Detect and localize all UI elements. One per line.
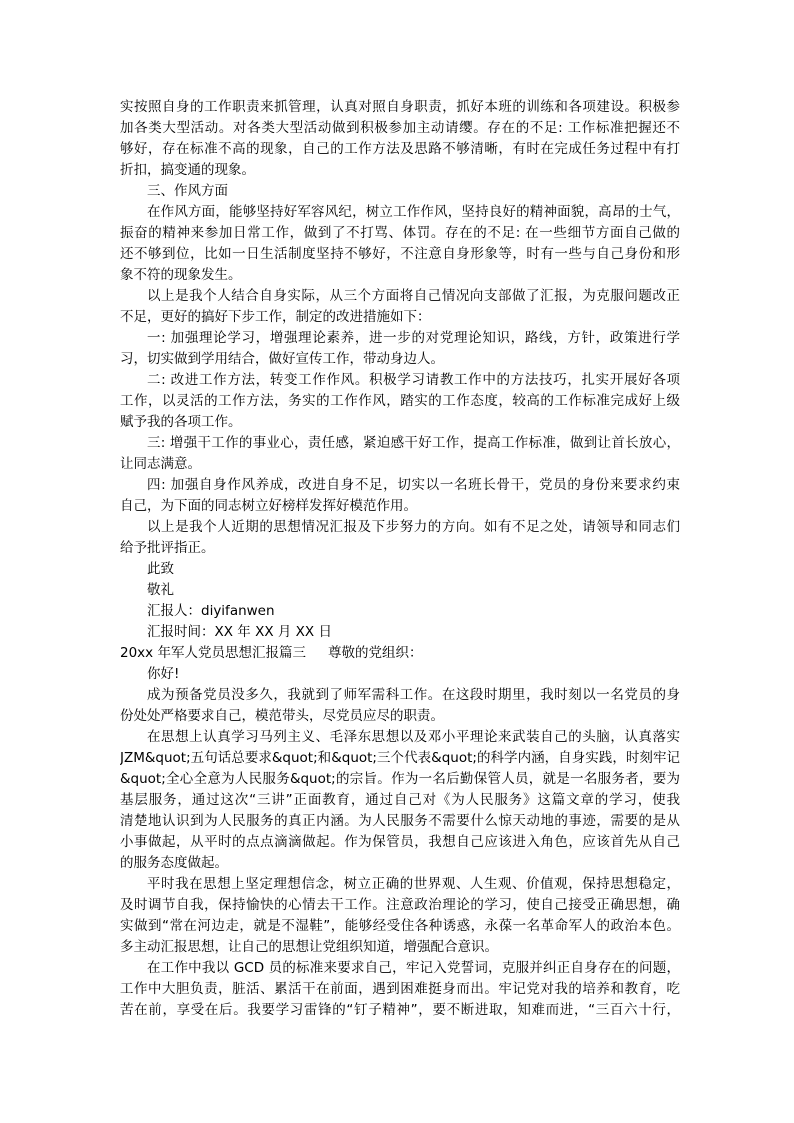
text-line: 的服务态度做起。 [120, 855, 228, 871]
text-line: 实按照自身的工作职责来抓管理，认真对照自身职责，抓好本班的训练和各项建设。积极参 [120, 99, 680, 115]
text-line: &quot;全心全意为人民服务&quot;的宗旨。作为一名后勤保管人员，就是一名服务者，要为 [120, 771, 680, 787]
text-line: 象不符的现象发生。 [120, 267, 242, 283]
section-heading: 三、作风方面 [147, 183, 228, 199]
paragraph [120, 97, 680, 181]
list-item [120, 370, 680, 433]
paragraph [120, 958, 680, 1021]
text-line: 不足，更好的搞好下步工作，制定的改进措施如下： [120, 309, 431, 325]
text-line: 三: 增强干工作的事业心，责任感，紧迫感干好工作，提高工作标准，做到让首长放心， [147, 435, 680, 451]
text-line: 小事做起，从平时的点点滴滴做起。作为保管员，我想自己应该进入角色，应该首先从自己 [120, 834, 680, 850]
text-line: 够好，存在标准不高的现象，自己的工作方法及思路不够清晰，有时在完成任务过程中有打 [120, 141, 680, 157]
paragraph [120, 874, 680, 958]
text-line: 在工作中我以 GCD 员的标准来要求自己，牢记入党誓词，克服并纠正自身存在的问题， [147, 960, 680, 976]
list-item [120, 475, 680, 517]
text-line: 二: 改进工作方法，转变工作作风。积极学习请教工作中的方法技巧，扎实开展好各项 [147, 372, 680, 388]
text-line: 振奋的精神来参加日常工作，做到了不打骂、体罚。存在的不足: 在一些细节方面自己做的 [120, 225, 680, 241]
paragraph [120, 286, 680, 328]
text-line: 苦在前，享受在后。我要学习雷锋的“钉子精神”，要不断进取，知难而进，“三百六十行， [120, 1002, 680, 1018]
text-line: 习，切实做到学用结合，做好宣传工作，带动身边人。 [120, 351, 444, 367]
text-line: 以上是我个人结合自身实际，从三个方面将自己情况向支部做了汇报，为克服问题改正 [147, 288, 680, 304]
paragraph [120, 727, 680, 874]
text-line: 以上是我个人近期的思想情况汇报及下步努力的方向。如有不足之处，请领导和同志们 [147, 519, 680, 535]
text-line: 清楚地认识到为人民服务的真正内涵。为人民服务不需要什么惊天动地的事迹，需要的是从 [120, 813, 680, 829]
text-line: 加各类大型活动。对各类大型活动做到积极参加主动请缨。存在的不足: 工作标准把握还不 [120, 120, 680, 136]
text-line: 在思想上认真学习马列主义、毛泽东思想以及邓小平理论来武装自己的头脑，认真落实 [147, 729, 680, 745]
text-line: 工作，以灵活的工作方法，务实的工作作风，踏实的工作态度，较高的工作标准完成好上级 [120, 393, 680, 409]
paragraph [120, 517, 680, 559]
document-body [120, 97, 680, 1021]
list-item [120, 328, 680, 370]
section-title-line [120, 643, 680, 664]
closing-line: 此致 [147, 561, 174, 577]
paragraph [120, 202, 680, 286]
text-line: 赋予我的各项工作。 [120, 414, 242, 430]
text-line: 四: 加强自身作风养成，改进自身不足，切实以一名班长骨干，党员的身份来要求约束 [147, 477, 680, 493]
text-line: 成为预备党员没多久，我就到了师军需科工作。在这段时期里，我时刻以一名党员的身 [147, 687, 680, 703]
text-line: 给予批评指正。 [120, 540, 215, 556]
report-time-line: 汇报时间：XX 年 XX 月 XX 日 [147, 624, 332, 640]
text-line: JZM&quot;五句话总要求&quot;和&quot;三个代表&quot;的科学内涵，自身实践，时刻牢记 [120, 750, 680, 766]
text-line: 多主动汇报思想，让自己的思想让党组织知道，增强配合意识。 [120, 939, 498, 955]
text-line: 让同志满意。 [120, 456, 201, 472]
text-line: 在作风方面，能够坚持好军容风纪，树立工作作风，坚持良好的精神面貌，高昂的士气， [147, 204, 680, 220]
closing-line: 敬礼 [147, 582, 174, 598]
text-line: 份处处严格要求自己，模范带头，尽党员应尽的职责。 [120, 708, 444, 724]
text-line: 还不够到位，比如一日生活制度坚持不够好，不注意自身形象等，时有一些与自己身份和形 [120, 246, 680, 262]
text-line: 平时我在思想上坚定理想信念，树立正确的世界观、人生观、价值观，保持思想稳定， [147, 876, 680, 892]
salutation: 尊敬的党组织： [327, 645, 423, 661]
text-line: 折扣，搞变通的现象。 [120, 162, 255, 178]
text-line: 一: 加强理论学习，增强理论素养，进一步的对党理论知识，路线，方针，政策进行学 [147, 330, 680, 346]
text-line: 实做到“常在河边走，就是不湿鞋”，能够经受住各种诱惑，永葆一名革命军人的政治本色。 [120, 918, 680, 934]
text-line: 及时调节自我，保持愉快的心情去干工作。注意政治理论的学习，使自己接受正确思想，确 [120, 897, 680, 913]
text-line: 工作中大胆负责，脏活、累活干在前面，遇到困难挺身而出。牢记党对我的培养和教育，吃 [120, 981, 680, 997]
reporter-line: 汇报人：diyifanwen [147, 603, 275, 619]
text-line: 自己，为下面的同志树立好榜样发挥好模范作用。 [120, 498, 417, 514]
text-line: 基层服务，通过这次“三讲”正面教育，通过自己对《为人民服务》这篇文章的学习，使我 [120, 792, 680, 808]
list-item [120, 433, 680, 475]
section-title: 20xx 年军人党员思想汇报篇三 [120, 645, 306, 661]
greeting: 你好! [147, 666, 180, 682]
paragraph [120, 685, 680, 727]
